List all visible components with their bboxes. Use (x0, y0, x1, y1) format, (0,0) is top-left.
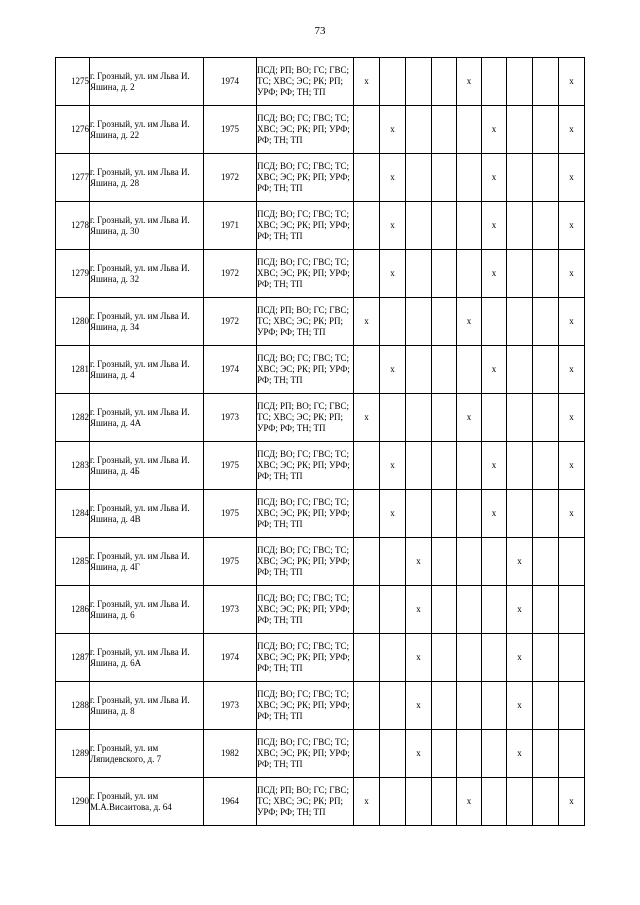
mark-cell (406, 394, 432, 442)
mark-cell (380, 58, 406, 106)
mark-cell: х (559, 154, 585, 202)
mark-cell (507, 778, 533, 826)
mark-cell: х (457, 394, 482, 442)
mark-cell (533, 250, 559, 298)
mark-cell (533, 778, 559, 826)
mark-cell: х (406, 538, 432, 586)
year-cell: 1982 (204, 730, 257, 778)
mark-cell (457, 202, 482, 250)
mark-cell (432, 106, 457, 154)
mark-cell (432, 442, 457, 490)
mark-cell (354, 586, 380, 634)
mark-cell: х (380, 202, 406, 250)
mark-cell (380, 538, 406, 586)
mark-cell (354, 154, 380, 202)
row-number: 1283 (56, 442, 90, 490)
row-number: 1281 (56, 346, 90, 394)
mark-cell: х (380, 250, 406, 298)
row-number: 1276 (56, 106, 90, 154)
mark-cell (457, 250, 482, 298)
mark-cell (507, 394, 533, 442)
mark-cell (559, 586, 585, 634)
year-cell: 1972 (204, 298, 257, 346)
mark-cell (533, 154, 559, 202)
mark-cell (406, 298, 432, 346)
mark-cell (533, 394, 559, 442)
mark-cell (507, 490, 533, 538)
mark-cell (354, 730, 380, 778)
mark-cell: х (406, 586, 432, 634)
mark-cell (533, 634, 559, 682)
address-cell: г. Грозный, ул. им Ляпидевского, д. 7 (90, 730, 204, 778)
row-number: 1290 (56, 778, 90, 826)
mark-cell: х (406, 634, 432, 682)
mark-cell (482, 682, 507, 730)
table-row (56, 490, 585, 538)
mark-cell: х (559, 394, 585, 442)
mark-cell (354, 106, 380, 154)
mark-cell (559, 634, 585, 682)
mark-cell: х (559, 106, 585, 154)
mark-cell (380, 778, 406, 826)
mark-cell (406, 346, 432, 394)
address-cell: г. Грозный, ул. им Льва И. Яшина, д. 4Г (90, 538, 204, 586)
work-types-cell: ПСД; ВО; ГС; ГВС; ТС; ХВС; ЭС; РК; РП; УРФ; РФ; ТН; ТП (257, 730, 354, 778)
work-types-cell: ПСД; ВО; ГС; ГВС; ТС; ХВС; ЭС; РК; РП; УРФ; РФ; ТН; ТП (257, 442, 354, 490)
housing-registry-table (55, 57, 585, 826)
mark-cell (432, 730, 457, 778)
row-number: 1275 (56, 58, 90, 106)
mark-cell (482, 778, 507, 826)
work-types-cell: ПСД; РП; ВО; ГС; ГВС; ТС; ХВС; ЭС; РК; РП; УРФ; РФ; ТН; ТП (257, 778, 354, 826)
mark-cell (507, 202, 533, 250)
year-cell: 1974 (204, 634, 257, 682)
mark-cell: х (559, 298, 585, 346)
row-number: 1282 (56, 394, 90, 442)
mark-cell (457, 154, 482, 202)
mark-cell (482, 538, 507, 586)
table-row (56, 298, 585, 346)
work-types-cell: ПСД; РП; ВО; ГС; ГВС; ТС; ХВС; ЭС; РК; РП; УРФ; РФ; ТН; ТП (257, 58, 354, 106)
work-types-cell: ПСД; ВО; ГС; ГВС; ТС; ХВС; ЭС; РК; РП; УРФ; РФ; ТН; ТП (257, 346, 354, 394)
mark-cell: х (354, 298, 380, 346)
row-number: 1286 (56, 586, 90, 634)
mark-cell: х (354, 778, 380, 826)
mark-cell (533, 346, 559, 394)
mark-cell (507, 106, 533, 154)
table-row (56, 538, 585, 586)
year-cell: 1975 (204, 490, 257, 538)
mark-cell: х (559, 442, 585, 490)
address-cell: г. Грозный, ул. им Льва И. Яшина, д. 4А (90, 394, 204, 442)
mark-cell (406, 442, 432, 490)
year-cell: 1972 (204, 250, 257, 298)
mark-cell (457, 490, 482, 538)
table-row (56, 682, 585, 730)
row-number: 1279 (56, 250, 90, 298)
address-cell: г. Грозный, ул. им Льва И. Яшина, д. 4Б (90, 442, 204, 490)
mark-cell (432, 58, 457, 106)
mark-cell (533, 682, 559, 730)
mark-cell (559, 682, 585, 730)
mark-cell: х (380, 106, 406, 154)
mark-cell (380, 730, 406, 778)
mark-cell: х (482, 250, 507, 298)
mark-cell (432, 394, 457, 442)
work-types-cell: ПСД; ВО; ГС; ГВС; ТС; ХВС; ЭС; РК; РП; УРФ; РФ; ТН; ТП (257, 538, 354, 586)
year-cell: 1975 (204, 106, 257, 154)
mark-cell (457, 538, 482, 586)
row-number: 1277 (56, 154, 90, 202)
mark-cell (457, 586, 482, 634)
mark-cell (533, 586, 559, 634)
mark-cell (507, 346, 533, 394)
mark-cell (457, 730, 482, 778)
table-row (56, 106, 585, 154)
table-row (56, 202, 585, 250)
mark-cell (533, 442, 559, 490)
mark-cell (533, 202, 559, 250)
mark-cell (559, 538, 585, 586)
address-cell: г. Грозный, ул. им Льва И. Яшина, д. 32 (90, 250, 204, 298)
year-cell: 1975 (204, 442, 257, 490)
mark-cell: х (380, 490, 406, 538)
mark-cell: х (354, 58, 380, 106)
work-types-cell: ПСД; ВО; ГС; ГВС; ТС; ХВС; ЭС; РК; РП; УРФ; РФ; ТН; ТП (257, 490, 354, 538)
mark-cell: х (406, 682, 432, 730)
mark-cell (380, 634, 406, 682)
year-cell: 1973 (204, 394, 257, 442)
mark-cell: х (354, 394, 380, 442)
table-row (56, 58, 585, 106)
mark-cell: х (559, 58, 585, 106)
mark-cell: х (406, 730, 432, 778)
mark-cell: х (507, 730, 533, 778)
address-cell: г. Грозный, ул. им Льва И. Яшина, д. 6 (90, 586, 204, 634)
mark-cell (406, 106, 432, 154)
mark-cell (432, 154, 457, 202)
mark-cell (432, 682, 457, 730)
mark-cell: х (507, 586, 533, 634)
year-cell: 1974 (204, 58, 257, 106)
year-cell: 1972 (204, 154, 257, 202)
mark-cell (533, 538, 559, 586)
mark-cell (482, 394, 507, 442)
work-types-cell: ПСД; РП; ВО; ГС; ГВС; ТС; ХВС; ЭС; РК; РП; УРФ; РФ; ТН; ТП (257, 298, 354, 346)
row-number: 1285 (56, 538, 90, 586)
address-cell: г. Грозный, ул. им Льва И. Яшина, д. 28 (90, 154, 204, 202)
mark-cell (507, 442, 533, 490)
table-row (56, 250, 585, 298)
address-cell: г. Грозный, ул. им М.А.Висаитова, д. 64 (90, 778, 204, 826)
mark-cell: х (482, 106, 507, 154)
mark-cell: х (482, 490, 507, 538)
mark-cell: х (559, 490, 585, 538)
mark-cell (354, 250, 380, 298)
mark-cell (482, 634, 507, 682)
mark-cell: х (559, 778, 585, 826)
mark-cell: х (559, 202, 585, 250)
work-types-cell: ПСД; ВО; ГС; ГВС; ТС; ХВС; ЭС; РК; РП; УРФ; РФ; ТН; ТП (257, 106, 354, 154)
mark-cell (533, 106, 559, 154)
address-cell: г. Грозный, ул. им Льва И. Яшина, д. 30 (90, 202, 204, 250)
table-row (56, 442, 585, 490)
table-row (56, 154, 585, 202)
mark-cell: х (482, 202, 507, 250)
address-cell: г. Грозный, ул. им Льва И. Яшина, д. 8 (90, 682, 204, 730)
mark-cell (354, 202, 380, 250)
mark-cell (432, 298, 457, 346)
mark-cell (380, 682, 406, 730)
mark-cell: х (482, 154, 507, 202)
mark-cell (457, 682, 482, 730)
mark-cell (406, 490, 432, 538)
mark-cell (559, 730, 585, 778)
mark-cell (432, 538, 457, 586)
row-number: 1288 (56, 682, 90, 730)
mark-cell (380, 586, 406, 634)
mark-cell (482, 58, 507, 106)
mark-cell: х (482, 346, 507, 394)
row-number: 1289 (56, 730, 90, 778)
mark-cell: х (457, 778, 482, 826)
table-row (56, 394, 585, 442)
mark-cell (406, 58, 432, 106)
mark-cell (482, 586, 507, 634)
address-cell: г. Грозный, ул. им Льва И. Яшина, д. 6А (90, 634, 204, 682)
mark-cell: х (380, 442, 406, 490)
mark-cell (432, 634, 457, 682)
mark-cell (457, 106, 482, 154)
table-row (56, 730, 585, 778)
mark-cell (457, 346, 482, 394)
address-cell: г. Грозный, ул. им Льва И. Яшина, д. 2 (90, 58, 204, 106)
address-cell: г. Грозный, ул. им Льва И. Яшина, д. 34 (90, 298, 204, 346)
mark-cell (406, 778, 432, 826)
table-row (56, 586, 585, 634)
address-cell: г. Грозный, ул. им Льва И. Яшина, д. 4В (90, 490, 204, 538)
mark-cell (432, 250, 457, 298)
page-number: 73 (314, 25, 326, 37)
work-types-cell: ПСД; РП; ВО; ГС; ГВС; ТС; ХВС; ЭС; РК; РП; УРФ; РФ; ТН; ТП (257, 394, 354, 442)
table-row (56, 634, 585, 682)
mark-cell (457, 634, 482, 682)
mark-cell (354, 538, 380, 586)
mark-cell: х (482, 442, 507, 490)
mark-cell: х (559, 346, 585, 394)
table-row (56, 778, 585, 826)
mark-cell (533, 490, 559, 538)
mark-cell (457, 442, 482, 490)
mark-cell (482, 730, 507, 778)
work-types-cell: ПСД; ВО; ГС; ГВС; ТС; ХВС; ЭС; РК; РП; УРФ; РФ; ТН; ТП (257, 154, 354, 202)
mark-cell (406, 250, 432, 298)
mark-cell (533, 58, 559, 106)
mark-cell (432, 778, 457, 826)
mark-cell (507, 58, 533, 106)
mark-cell (432, 586, 457, 634)
work-types-cell: ПСД; ВО; ГС; ГВС; ТС; ХВС; ЭС; РК; РП; УРФ; РФ; ТН; ТП (257, 586, 354, 634)
mark-cell (507, 298, 533, 346)
mark-cell (507, 154, 533, 202)
address-cell: г. Грозный, ул. им Льва И. Яшина, д. 22 (90, 106, 204, 154)
mark-cell (406, 154, 432, 202)
mark-cell (432, 490, 457, 538)
mark-cell (354, 682, 380, 730)
work-types-cell: ПСД; ВО; ГС; ГВС; ТС; ХВС; ЭС; РК; РП; УРФ; РФ; ТН; ТП (257, 250, 354, 298)
mark-cell (354, 634, 380, 682)
row-number: 1278 (56, 202, 90, 250)
mark-cell: х (507, 538, 533, 586)
mark-cell: х (457, 298, 482, 346)
mark-cell (432, 346, 457, 394)
mark-cell (406, 202, 432, 250)
row-number: 1284 (56, 490, 90, 538)
year-cell: 1973 (204, 586, 257, 634)
year-cell: 1975 (204, 538, 257, 586)
year-cell: 1971 (204, 202, 257, 250)
mark-cell (354, 346, 380, 394)
mark-cell: х (380, 346, 406, 394)
row-number: 1287 (56, 634, 90, 682)
mark-cell (507, 250, 533, 298)
mark-cell (482, 298, 507, 346)
mark-cell: х (559, 250, 585, 298)
year-cell: 1974 (204, 346, 257, 394)
mark-cell (432, 202, 457, 250)
work-types-cell: ПСД; ВО; ГС; ГВС; ТС; ХВС; ЭС; РК; РП; УРФ; РФ; ТН; ТП (257, 682, 354, 730)
mark-cell (533, 730, 559, 778)
year-cell: 1973 (204, 682, 257, 730)
work-types-cell: ПСД; ВО; ГС; ГВС; ТС; ХВС; ЭС; РК; РП; УРФ; РФ; ТН; ТП (257, 202, 354, 250)
work-types-cell: ПСД; ВО; ГС; ГВС; ТС; ХВС; ЭС; РК; РП; УРФ; РФ; ТН; ТП (257, 634, 354, 682)
mark-cell (354, 442, 380, 490)
mark-cell: х (507, 682, 533, 730)
mark-cell (380, 298, 406, 346)
year-cell: 1964 (204, 778, 257, 826)
mark-cell (380, 394, 406, 442)
mark-cell: х (380, 154, 406, 202)
table-row (56, 346, 585, 394)
address-cell: г. Грозный, ул. им Льва И. Яшина, д. 4 (90, 346, 204, 394)
row-number: 1280 (56, 298, 90, 346)
mark-cell (354, 490, 380, 538)
mark-cell: х (507, 634, 533, 682)
mark-cell: х (457, 58, 482, 106)
mark-cell (533, 298, 559, 346)
